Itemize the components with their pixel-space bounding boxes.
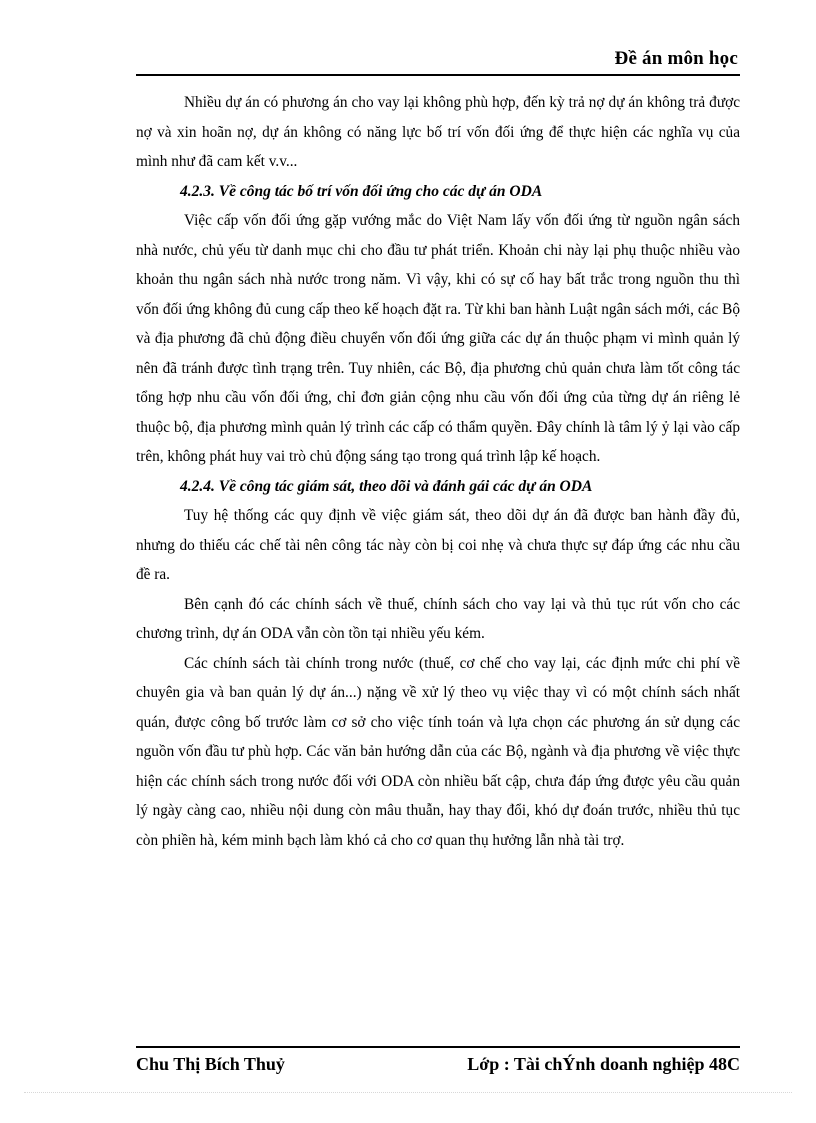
section-heading: 4.2.4. Về công tác giám sát, theo dõi và đánh gái các dự án ODA <box>180 477 593 495</box>
footer-author: Chu Thị Bích Thuỷ <box>136 1054 285 1074</box>
page-bottom-dotted-line <box>24 1092 792 1093</box>
paragraph: Bên cạnh đó các chính sách về thuế, chính sách cho vay lại và thủ tục rút vốn cho các chương trình, dự án ODA vẫn còn tồn tại nhiều yếu kém. <box>136 595 740 642</box>
section-heading: 4.2.3. Về công tác bố trí vốn đối ứng cho các dự án ODA <box>180 182 543 200</box>
footer-class-info: Lớp : Tài chÝnh doanh nghiệp 48C <box>467 1054 740 1074</box>
page-header-title: Đề án môn học <box>614 48 738 69</box>
paragraph: Việc cấp vốn đối ứng gặp vướng mắc do Việt Nam lấy vốn đối ứng từ nguồn ngân sách nhà nước, chủ yếu từ danh mục chi cho đầu tư phát triển. Khoản chi này lại phụ thuộc nhiều vào khoản thu ngân sách nhà nước trong năm. Vì vậy, khi có sự cố hay bất trắc trong nguồn thu thì vốn đối ứng không đủ cung cấp theo kế hoạch đặt ra. Từ khi ban hành Luật ngân sách mới, các Bộ và địa phương đã chủ động điều chuyển vốn đối ứng giữa các dự án thuộc phạm vi mình quản lý nên đã tránh được tình trạng trên. Tuy nhiên, các Bộ, địa phương chủ quản chưa làm tốt công tác tổng hợp nhu cầu vốn đối ứng, chỉ đơn giản cộng nhu cầu vốn đối ứng của từng dự án riêng lẻ thuộc bộ, địa phương mình quản lý trình các cấp có thẩm quyền. Đây chính là tâm lý ỷ lại vào cấp trên, không phát huy vai trò chủ động sáng tạo trong quá trình lập kế hoạch. <box>136 212 740 465</box>
paragraph: Tuy hệ thống các quy định về việc giám sát, theo dõi dự án đã được ban hành đầy đủ, nhưng do thiếu các chế tài nên công tác này còn bị coi nhẹ và chưa thực sự đáp ứng các nhu cầu đề ra. <box>136 507 740 583</box>
document-body <box>136 88 740 855</box>
header-divider <box>136 74 740 76</box>
paragraph: Các chính sách tài chính trong nước (thuế, cơ chế cho vay lại, các định mức chi phí về chuyên gia và ban quản lý dự án...) nặng về xử lý theo vụ việc thay vì có một chính sách nhất quán, được công bố trước làm cơ sở cho việc tính toán và lựa chọn các phương án sử dụng các nguồn vốn đầu tư phù hợp. Các văn bản hướng dẫn của các Bộ, ngành và địa phương về việc thực hiện các chính sách trong nước đối với ODA còn nhiều bất cập, chưa đáp ứng được yêu cầu quản lý ngày càng cao, nhiều nội dung còn mâu thuẫn, hay thay đổi, khó dự đoán trước, nhiều thủ tục còn phiền hà, kém minh bạch làm khó cả cho cơ quan thụ hưởng lẫn nhà tài trợ. <box>136 654 740 849</box>
paragraph: Nhiều dự án có phương án cho vay lại không phù hợp, đến kỳ trả nợ dự án không trả được nợ và xin hoãn nợ, dự án không có năng lực bố trí vốn đối ứng để thực hiện các nghĩa vụ của mình như đã cam kết v.v... <box>136 94 740 170</box>
footer-divider <box>136 1046 740 1048</box>
